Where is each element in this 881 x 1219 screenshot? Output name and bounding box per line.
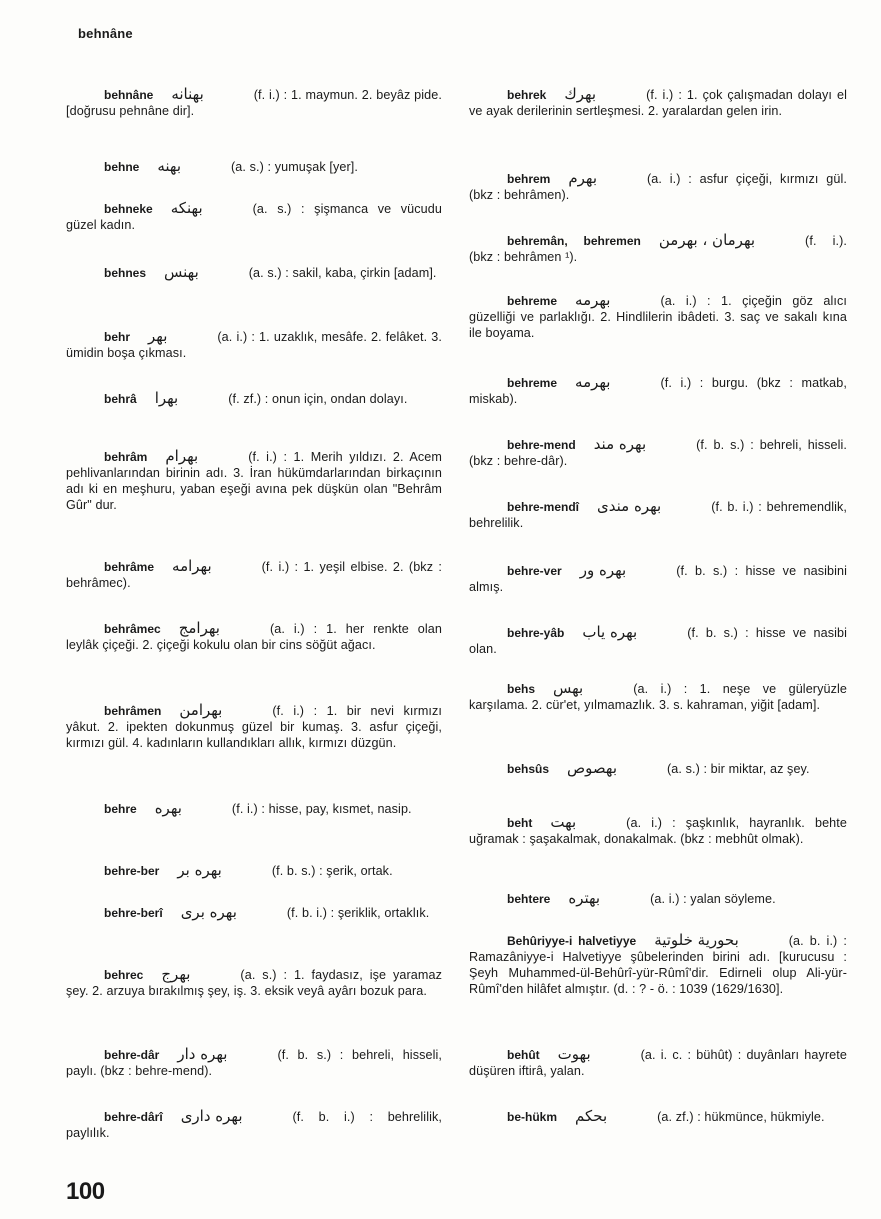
entry-headword: behre-ber: [104, 864, 160, 878]
entry-headword: behrâme: [104, 560, 155, 574]
entry-definition: (f. i.) : 1. yeşil elbise. 2. (bkz : behrâmec).: [66, 560, 442, 590]
dictionary-entry: [66, 1046, 442, 1079]
dictionary-entry: [66, 264, 442, 281]
entry-headword: behre-mend: [507, 438, 576, 452]
dictionary-entry: [469, 932, 847, 997]
dictionary-entry: [66, 1108, 442, 1141]
entry-arabic-script: بهرامج: [178, 619, 220, 637]
dictionary-entry: [66, 390, 442, 407]
dictionary-entry: [469, 1046, 847, 1079]
entry-headword: behr: [104, 330, 131, 344]
entry-headword: Behûriyye-i halvetiyye: [507, 934, 637, 948]
entry-headword: behre-mendî: [507, 500, 580, 514]
entry-arabic-script: بهره مند: [593, 435, 647, 453]
entry-arabic-script: بهنانه: [171, 85, 204, 103]
dictionary-entry: [469, 1108, 847, 1125]
dictionary-entry: [469, 292, 847, 341]
entry-headword: beht: [507, 816, 533, 830]
entry-definition: (f. b. s.) : hisse ve nasibi olan.: [469, 626, 847, 656]
entry-arabic-script: بهرا: [154, 389, 179, 407]
entry-headword: behrâm: [104, 450, 148, 464]
entry-headword: be-hükm: [507, 1110, 558, 1124]
entry-headword: behrâ: [104, 392, 137, 406]
dictionary-entry: [469, 562, 847, 595]
entry-definition: (a. i.) : 1. çiçeğin göz alıcı güzelliği ve parlaklığı. 2. Hindlilerin ibâdeti. 3. saç ve sakalı kına ile boyama.: [469, 294, 847, 340]
entry-arabic-script: بهنس: [164, 263, 199, 281]
entry-headword: behreme: [507, 294, 558, 308]
entry-arabic-script: بحورية خلوتية: [654, 931, 739, 949]
dictionary-entry: [66, 620, 442, 653]
entry-arabic-script: بهره ور: [579, 561, 627, 579]
entry-definition: (a. s.) : sakil, kaba, çirkin [adam].: [248, 266, 437, 280]
entry-headword: behs: [507, 682, 536, 696]
entry-arabic-script: بهرج: [161, 965, 191, 983]
entry-headword: behrem: [507, 172, 551, 186]
entry-headword: behrec: [104, 968, 144, 982]
entry-arabic-script: بهرام: [165, 447, 199, 465]
entry-arabic-script: بهرامه: [172, 557, 212, 575]
entry-arabic-script: بهره برى: [180, 903, 237, 921]
entry-definition: (f. b. s.) : behreli, hisseli. (bkz : behre-dâr).: [469, 438, 847, 468]
dictionary-entry: [469, 436, 847, 469]
dictionary-entry: [469, 624, 847, 657]
dictionary-entry: [469, 760, 847, 777]
entry-headword: behrek: [507, 88, 547, 102]
entry-definition: (f. zf.) : onun için, ondan dolayı.: [228, 392, 408, 406]
dictionary-entry: [469, 814, 847, 847]
entry-arabic-script: بهرمه: [575, 373, 611, 391]
entry-definition: (a. s.) : 1. faydasız, işe yaramaz şey. 2. arzuya bırakılmış şey, iş. 3. eksik veyâ ayârı bozuk para.: [66, 968, 442, 998]
entry-arabic-script: بهت: [550, 813, 577, 831]
dictionary-entry: [66, 200, 442, 233]
entry-arabic-script: بحكم: [575, 1107, 608, 1125]
entry-headword: behre-dârî: [104, 1110, 163, 1124]
entry-arabic-script: بهره بر: [177, 861, 222, 879]
dictionary-entry: [66, 558, 442, 591]
entry-arabic-script: بهرمان ، بهرمن: [658, 231, 756, 249]
entry-definition: (a. s.) : yumuşak [yer].: [231, 160, 358, 174]
entry-headword: behneke: [104, 202, 153, 216]
dictionary-entry: [469, 680, 847, 713]
entry-arabic-script: بهر: [148, 327, 168, 345]
running-head: behnâne: [78, 26, 133, 41]
entry-definition: (f. i.) : 1. maymun. 2. beyâz pide. [doğrusu pehnâne dir].: [66, 88, 442, 118]
entry-definition: (f. b. i.) : behremendlik, behrelilik.: [469, 500, 847, 530]
entry-headword: behre-yâb: [507, 626, 565, 640]
entry-arabic-script: بهره ياب: [582, 623, 638, 641]
dictionary-entry: [66, 86, 442, 119]
entry-headword: behre-dâr: [104, 1048, 160, 1062]
entry-arabic-script: بهصوص: [567, 759, 617, 777]
entry-definition: (a. i.) : 1. uzaklık, mesâfe. 2. felâket. 3. ümidin boşa çıkması.: [66, 330, 442, 360]
dictionary-entry: [66, 800, 442, 817]
dictionary-entry: [469, 374, 847, 407]
entry-headword: behre-berî: [104, 906, 163, 920]
entry-headword: behre: [104, 802, 137, 816]
entry-definition: (f. i.) : 1. Merih yıldızı. 2. Acem pehlivanlarından birinin adı. 3. İran hükümdarlarından birkaçının adı ki en meşhuru, yaban eşeği avına pek düşkün olan "Behrâm Gûr" dur.: [66, 450, 442, 512]
entry-definition: (f. b. s.) : hisse ve nasibini almış.: [469, 564, 847, 594]
dictionary-entry: [66, 966, 442, 999]
dictionary-entry: [469, 890, 847, 907]
entry-definition: (f. i.). (bkz : behrâmen ¹).: [469, 234, 848, 264]
entry-definition: (f. i.) : 1. bir nevi kırmızı yâkut. 2. ipekten dokunmuş güzel bir kumaş. 3. asfur çiçeği, kırmızı gül. 4. kadınların kullandıkları allık, kırmızı düzgün.: [66, 704, 442, 750]
dictionary-entry: [66, 862, 442, 879]
entry-arabic-script: بهرم: [568, 169, 598, 187]
entry-arabic-script: بهنه: [157, 157, 182, 175]
entry-definition: (f. b. s.) : behreli, hisseli, paylı. (bkz : behre-mend).: [66, 1048, 442, 1078]
entry-definition: (f. i.) : burgu. (bkz : matkab, miskab).: [469, 376, 847, 406]
entry-arabic-script: بهره دار: [177, 1045, 228, 1063]
dictionary-entry: [66, 158, 442, 175]
entry-definition: (a. i.) : 1. neşe ve güleryüzle karşılama. 2. cür'et, yılmamazlık. 3. s. kahraman, yiğit [adam].: [469, 682, 847, 712]
entry-definition: (f. b. s.) : şerik, ortak.: [271, 864, 393, 878]
dictionary-entry: [469, 498, 847, 531]
entry-definition: (f. b. i.) : behrelilik, paylılık.: [66, 1110, 442, 1140]
entry-headword: behnes: [104, 266, 147, 280]
entry-headword: behtere: [507, 892, 551, 906]
entry-definition: (f. b. i.) : şeriklik, ortaklık.: [286, 906, 430, 920]
entry-arabic-script: بهره: [154, 799, 182, 817]
entry-headword: behnâne: [104, 88, 154, 102]
entry-headword: behreme: [507, 376, 558, 390]
entry-headword: behremân, behremen: [507, 234, 641, 248]
entry-definition: (f. i.) : 1. çok çalışmadan dolayı el ve ayak derilerinin sertleşmesi. 2. yaralardan gelen irin.: [469, 88, 847, 118]
entry-arabic-script: بهرك: [564, 85, 597, 103]
entry-definition: (a. s.) : bir miktar, az şey.: [667, 762, 810, 776]
page-number: 100: [66, 1178, 105, 1205]
entry-definition: (a. i.) : yalan söyleme.: [650, 892, 776, 906]
dictionary-entry: [469, 86, 847, 119]
entry-definition: (a. zf.) : hükmünce, hükmiyle.: [657, 1110, 825, 1124]
entry-definition: (a. i.) : 1. her renkte olan leylâk çiçeği. 2. çiçeği kokulu olan bir cins söğüt ağacı.: [66, 622, 442, 652]
entry-arabic-script: بهوت: [557, 1045, 591, 1063]
entry-definition: (a. s.) : şişmanca ve vücudu güzel kadın.: [66, 202, 442, 232]
entry-arabic-script: بهنكه: [170, 199, 203, 217]
dictionary-entry: [66, 702, 442, 751]
entry-headword: behsûs: [507, 762, 550, 776]
dictionary-entry: [469, 232, 847, 265]
entry-arabic-script: بهرمه: [575, 291, 611, 309]
entry-headword: behrâmen: [104, 704, 162, 718]
entry-headword: behne: [104, 160, 140, 174]
entry-arabic-script: بهتره: [568, 889, 601, 907]
entry-arabic-script: بهرامن: [179, 701, 223, 719]
dictionary-entry: [469, 170, 847, 203]
entry-arabic-script: بهره دارى: [180, 1107, 243, 1125]
entry-headword: behût: [507, 1048, 540, 1062]
entry-definition: (a. i.) : asfur çiçeği, kırmızı gül. (bkz : behrâmen).: [469, 172, 847, 202]
entry-headword: behrâmec: [104, 622, 161, 636]
entry-arabic-script: بهره مندى: [597, 497, 662, 515]
dictionary-entry: [66, 904, 442, 921]
entry-definition: (a. i. c. : bühût) : duyânları hayrete düşüren iftirâ, yalan.: [469, 1048, 847, 1078]
dictionary-entry: [66, 448, 442, 513]
entry-arabic-script: بهس: [553, 679, 584, 697]
entry-definition: (a. b. i.) : Ramazâniyye-i Halvetiyye şûbelerinden birini adı. [kurucusu : Şeyh Muhammed-ül-Behûrî-yür-Rûmî'dir. Edirneli olup Ali-yür-Rûmî'den hilâfet almıştır. (d. : ? - ö. : 1039 (1629/1630].: [469, 934, 847, 996]
entry-definition: (a. i.) : şaşkınlık, hayranlık. behte uğramak : şaşakalmak, donakalmak. (bkz : mebhût olmak).: [469, 816, 847, 846]
dictionary-entry: [66, 328, 442, 361]
entry-headword: behre-ver: [507, 564, 562, 578]
entry-definition: (f. i.) : hisse, pay, kısmet, nasip.: [231, 802, 412, 816]
